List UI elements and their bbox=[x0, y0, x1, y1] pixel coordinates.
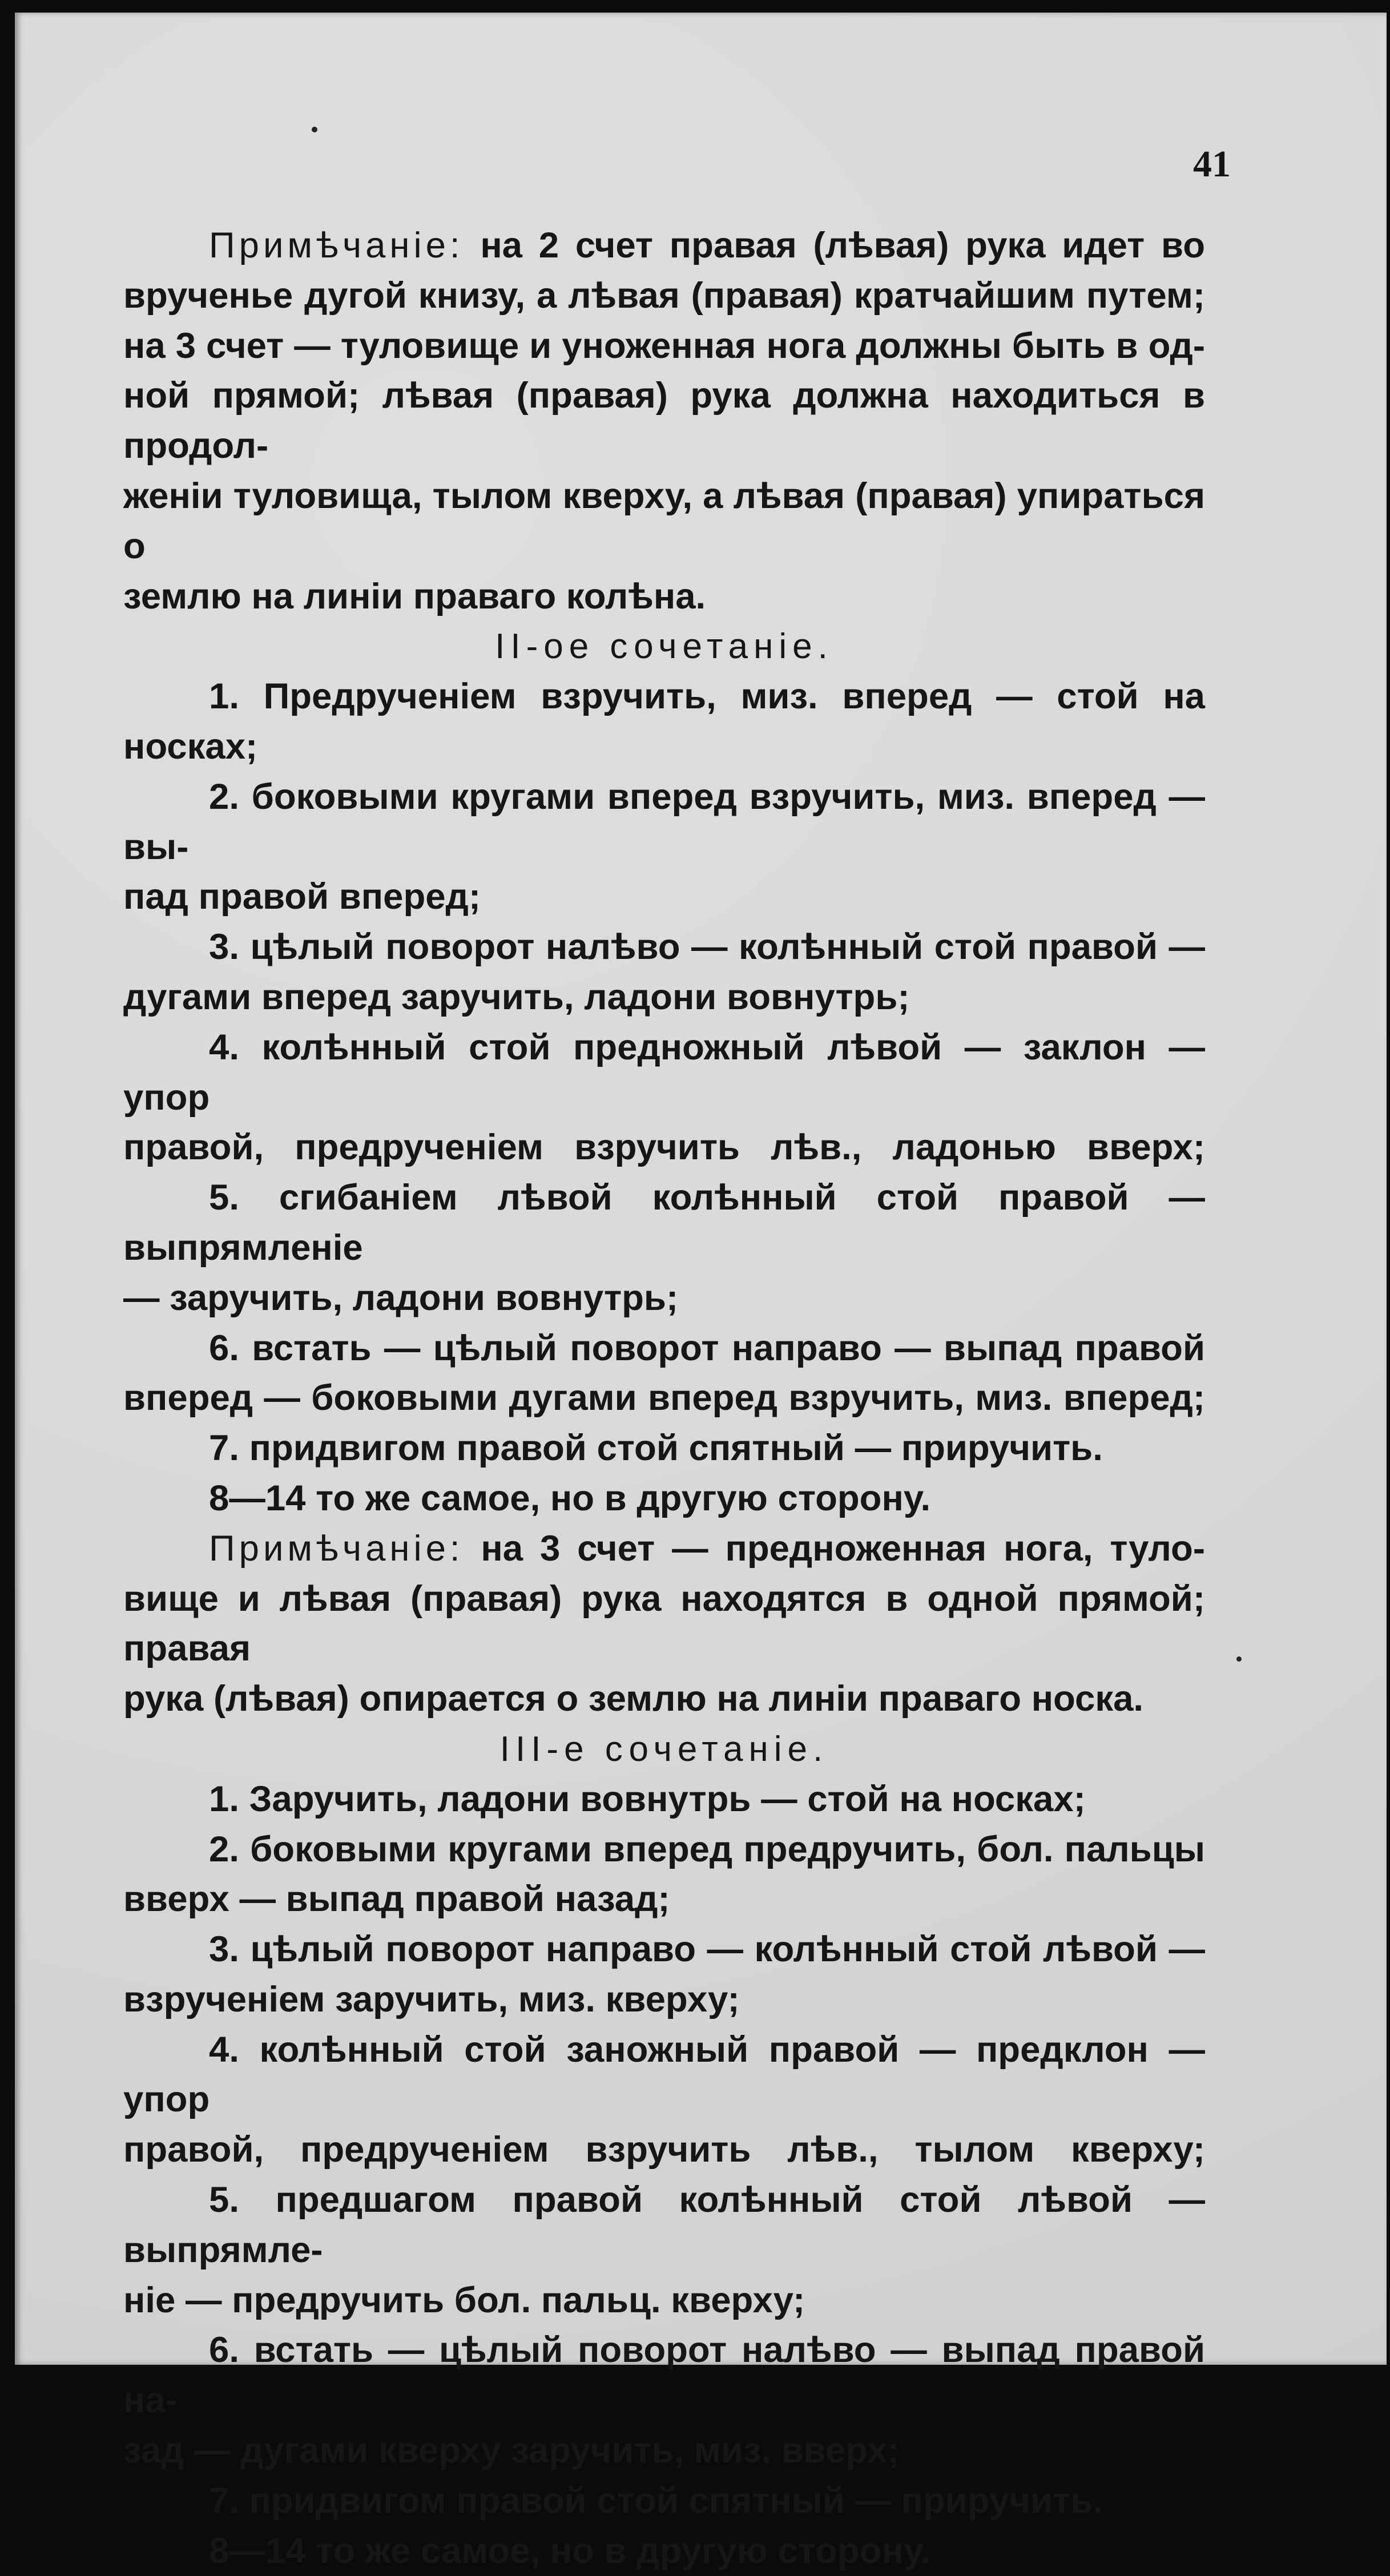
list-line: — заручить, ладони вовнутрь; bbox=[123, 1277, 679, 1318]
section-3-heading: III-е сочетаніе. bbox=[499, 1729, 829, 1769]
note-2-line-3: рука (лѣвая) опирается о землю на линіи праваго носка. bbox=[123, 1679, 1144, 1719]
list-line: 3. цѣлый поворот направо — колѣнный стой лѣвой — bbox=[209, 1929, 1205, 1970]
list-line: 1. Заручить, ладони вовнутрь — стой на носках; bbox=[209, 1779, 1086, 1819]
list-line: 8—14 то же самое, но в другую сторону. bbox=[209, 1478, 931, 1518]
note-1-line-2: вручeнье дугой книзу, а лѣвая (правая) кратчайшим путем; bbox=[123, 275, 1205, 316]
list-line: 7. придвигом правой стой спятный — приручить. bbox=[209, 2480, 1103, 2521]
page-text bbox=[123, 221, 1205, 2576]
list-line: 7. придвигом правой стой спятный — приручить. bbox=[209, 1428, 1103, 1469]
list-line: правой, предрученіем взручить лѣв., ладонью вверх; bbox=[123, 1127, 1205, 1168]
note-1-line-4: ной прямой; лѣвая (правая) рука должна находиться в продол- bbox=[123, 376, 1205, 466]
note-1-line-3: на 3 счет — туловище и уноженная нога должны быть в од- bbox=[123, 325, 1205, 366]
list-line: зад — дугами кверху заручить, миз. вверх; bbox=[123, 2430, 900, 2471]
list-line: 8—14 то же самое, но в другую сторону. bbox=[209, 2530, 931, 2571]
page-number: 41 bbox=[1193, 143, 1231, 185]
list-line: дугами вперед заручить, ладони вовнутрь; bbox=[123, 977, 910, 1017]
list-line: 1. Предрученіем взручить, миз. вперед — стой на носках; bbox=[123, 676, 1205, 767]
note-1-line-5: женіи туловища, тылом кверху, а лѣвая (правая) упираться о bbox=[123, 475, 1205, 566]
note-1-line-6: землю на линіи праваго колѣна. bbox=[123, 576, 706, 616]
list-line: 3. цѣлый поворот налѣво — колѣнный стой правой — bbox=[209, 927, 1205, 967]
section-2-heading: II-ое сочетаніе. bbox=[495, 627, 833, 667]
section-2-list bbox=[123, 672, 1205, 1724]
print-speck bbox=[1236, 1656, 1242, 1662]
list-line: пад правой вперед; bbox=[123, 877, 481, 917]
list-line: 4. колѣнный стой предножный лѣвой — заклон — упор bbox=[123, 1027, 1205, 1118]
note-label: Примѣчаніе: bbox=[209, 225, 464, 265]
list-line: вперед — боковыми дугами вперед взручить, миз. вперед; bbox=[123, 1378, 1205, 1418]
note-1 bbox=[123, 221, 1205, 622]
note-2-line-1: Примѣчаніе: на 3 счет — предноженная нога, туло- bbox=[209, 1528, 1205, 1569]
print-speck bbox=[312, 127, 317, 132]
list-line: 5. сгибаніем лѣвой колѣнный стой правой — выпрямленіе bbox=[123, 1178, 1205, 1268]
note-label: Примѣчаніе: bbox=[209, 1528, 464, 1569]
list-line: 6. встать — цѣлый поворот направо — выпад правой bbox=[209, 1328, 1205, 1368]
list-line: 2. боковыми кругами вперед взручить, миз. вперед — вы- bbox=[123, 776, 1205, 867]
list-line: 6. встать — цѣлый поворот налѣво — выпад правой на- bbox=[123, 2330, 1205, 2421]
list-line: вверх — выпад правой назад; bbox=[123, 1879, 670, 1920]
note-2-line-2: вище и лѣвая (правая) рука находятся в одной прямой; правая bbox=[123, 1578, 1205, 1669]
list-line: 4. колѣнный стой заножный правой — предклон — упор bbox=[123, 2029, 1205, 2120]
note-1-line-1: Примѣчаніе: на 2 счет правая (лѣвая) рука идет во bbox=[209, 225, 1205, 265]
book-page bbox=[15, 13, 1387, 2571]
list-line: правой, предрученіем взручить лѣв., тылом кверху; bbox=[123, 2130, 1205, 2170]
list-line: ніе — предручить бол. пальц. кверху; bbox=[123, 2280, 805, 2320]
list-line: 5. предшагом правой колѣнный стой лѣвой — выпрямле- bbox=[123, 2180, 1205, 2270]
section-3-list bbox=[123, 1775, 1205, 2576]
list-line: взрученіем заручить, миз. кверху; bbox=[123, 1979, 740, 2019]
list-line: 2. боковыми кругами вперед предручить, бол. пальцы bbox=[209, 1829, 1205, 1869]
